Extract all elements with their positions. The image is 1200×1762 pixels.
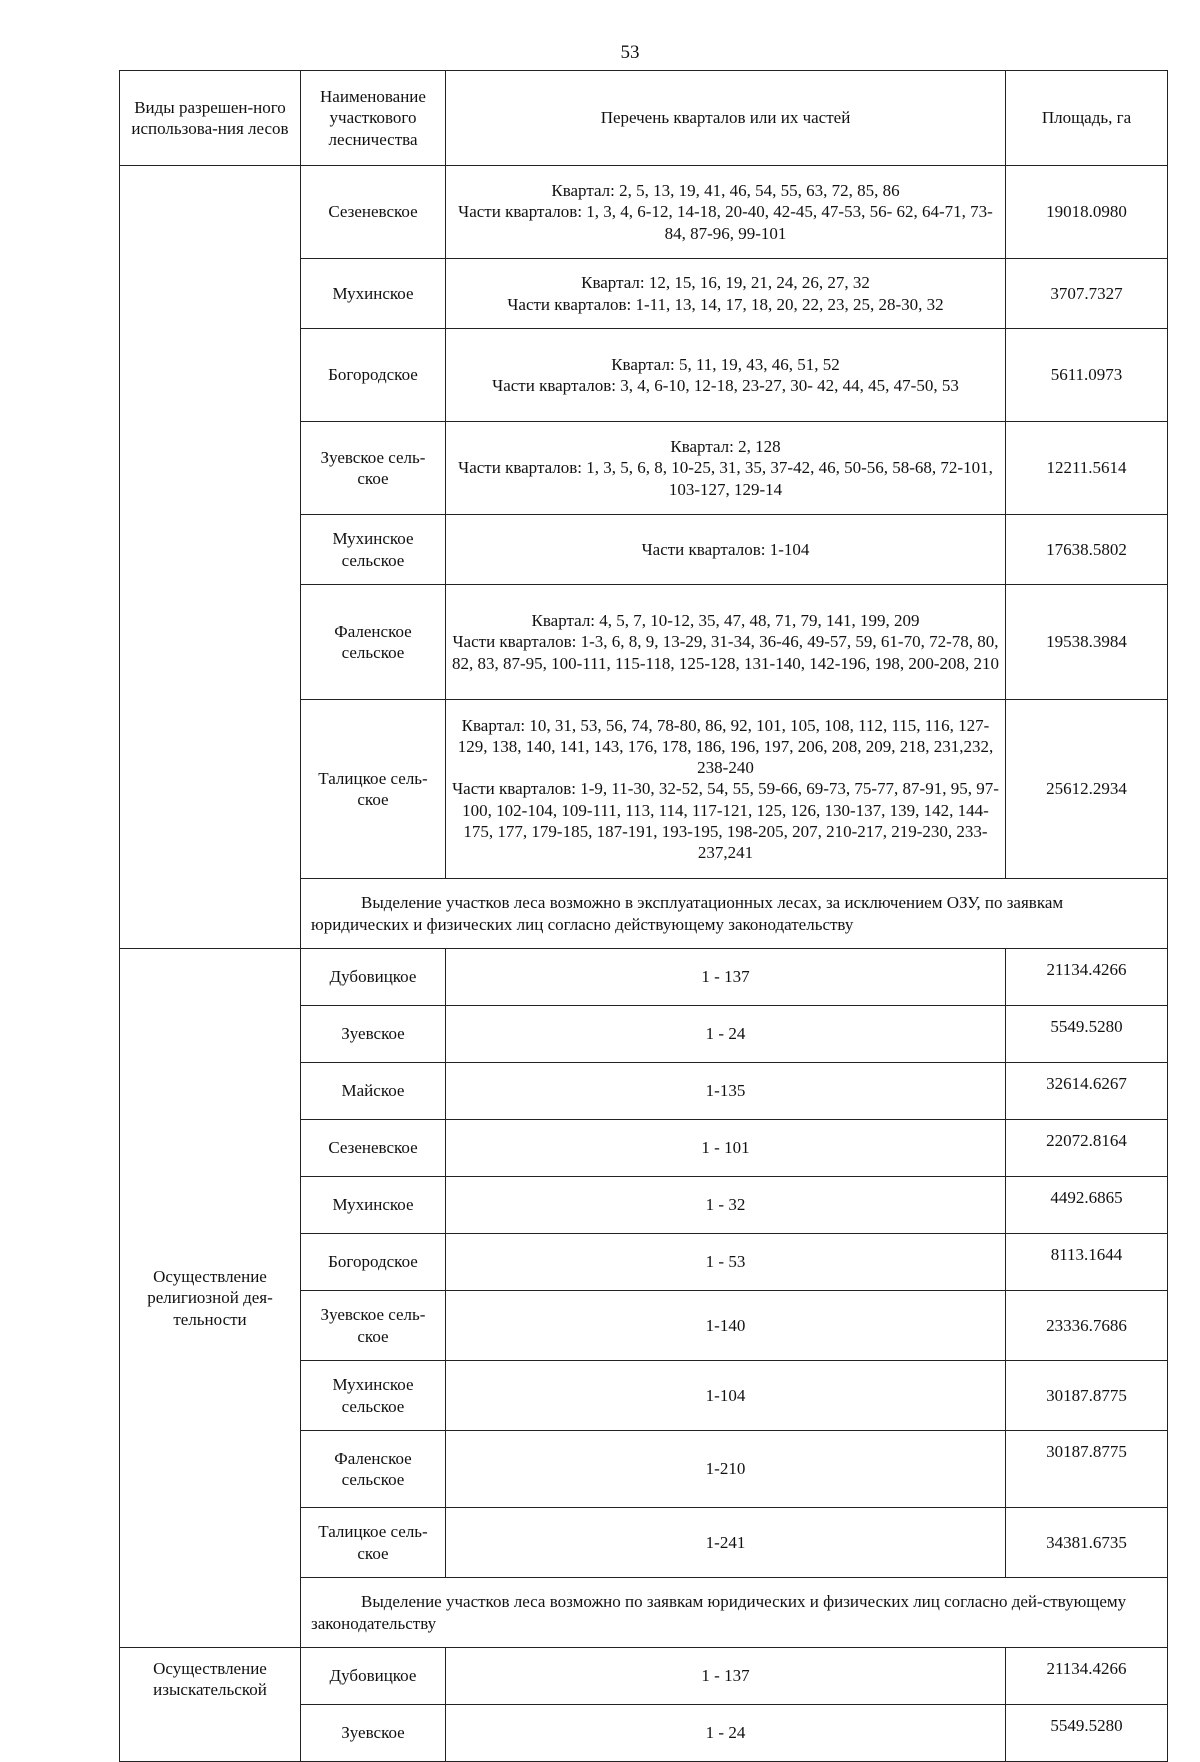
quarters-partial: Части кварталов: 1-104 <box>641 539 810 559</box>
quarters-full: Квартал: 12, 15, 16, 19, 21, 24, 26, 27, 32 <box>581 273 870 293</box>
area-value: 5549.5280 <box>1006 1006 1168 1063</box>
quarters-partial: Части кварталов: 1-11, 13, 14, 17, 18, 20, 22, 23, 25, 28-30, 32 <box>507 294 944 314</box>
area-value: 5611.0973 <box>1006 329 1168 422</box>
forestry-name: Мухинское <box>301 259 446 329</box>
quarters-cell <box>446 166 1006 259</box>
forestry-name: Сезеневское <box>301 1120 446 1177</box>
quarters-range: 1 - 24 <box>446 1006 1006 1063</box>
quarters-range: 1 - 137 <box>446 1648 1006 1705</box>
forestry-name: Зуевское сель-ское <box>301 1291 446 1361</box>
use-type-cell-blank <box>120 166 301 949</box>
quarters-partial: Части кварталов: 1-3, 6, 8, 9, 13-29, 31-34, 36-46, 49-57, 59, 61-70, 72-78, 80, 82, 83, 87-95, 100-111, 115-118, 125-128, 131-140, 142-196, 198, 200-208, 210 <box>451 632 1000 673</box>
quarters-partial: Части кварталов: 3, 4, 6-10, 12-18, 23-27, 30- 42, 44, 45, 47-50, 53 <box>492 376 959 395</box>
quarters-full: Квартал: 5, 11, 19, 43, 46, 51, 52 <box>611 354 840 374</box>
forestry-name: Зуевское <box>301 1705 446 1762</box>
area-value: 8113.1644 <box>1006 1234 1168 1291</box>
quarters-range: 1 - 53 <box>446 1234 1006 1291</box>
quarters-cell <box>446 585 1006 700</box>
page-number: 53 <box>620 42 640 63</box>
quarters-cell <box>446 259 1006 329</box>
quarters-full: Квартал: 2, 128 <box>670 437 781 457</box>
quarters-cell <box>446 329 1006 422</box>
quarters-range: 1-135 <box>446 1063 1006 1120</box>
quarters-full: Квартал: 4, 5, 7, 10-12, 35, 47, 48, 71, 79, 141, 199, 209 <box>531 611 920 631</box>
area-value: 25612.2934 <box>1006 700 1168 879</box>
section-note: Выделение участков леса возможно по заявкам юридических и физических лиц согласно дей-ствующему законодательству <box>301 1578 1168 1648</box>
area-value: 19538.3984 <box>1006 585 1168 700</box>
forestry-name: Фаленское сельское <box>301 585 446 700</box>
table-row <box>120 949 1168 1006</box>
use-type-religious: Осуществление религиозной дея-тельности <box>120 949 301 1648</box>
table-row <box>120 1648 1168 1705</box>
forestry-name: Мухинское сельское <box>301 515 446 585</box>
area-value: 34381.6735 <box>1006 1508 1168 1578</box>
forestry-name: Майское <box>301 1063 446 1120</box>
forestry-name: Дубовицкое <box>301 1648 446 1705</box>
forestry-name: Богородское <box>301 1234 446 1291</box>
forestry-name: Зуевское <box>301 1006 446 1063</box>
area-value: 22072.8164 <box>1006 1120 1168 1177</box>
table-row <box>120 166 1168 259</box>
header-quarters: Перечень кварталов или их частей <box>446 71 1006 166</box>
area-value: 21134.4266 <box>1006 949 1168 1006</box>
quarters-range: 1 - 101 <box>446 1120 1006 1177</box>
quarters-range: 1-210 <box>446 1431 1006 1508</box>
forestry-name: Талицкое сель-ское <box>301 1508 446 1578</box>
quarters-cell <box>446 700 1006 879</box>
header-use-type: Виды разрешен-ного использова-ния лесов <box>120 71 301 166</box>
forestry-name: Зуевское сель-ское <box>301 422 446 515</box>
quarters-partial: Части кварталов: 1, 3, 5, 6, 8, 10-25, 31, 35, 37-42, 46, 50-56, 58-68, 72-101, 103-127, 129-14 <box>458 458 993 499</box>
quarters-range: 1 - 137 <box>446 949 1006 1006</box>
area-value: 21134.4266 <box>1006 1648 1168 1705</box>
area-value: 17638.5802 <box>1006 515 1168 585</box>
area-value: 12211.5614 <box>1006 422 1168 515</box>
area-value: 32614.6267 <box>1006 1063 1168 1120</box>
header-area: Площадь, га <box>1006 71 1168 166</box>
quarters-cell <box>446 422 1006 515</box>
forestry-name: Мухинское сельское <box>301 1361 446 1431</box>
header-forestry-name: Наименование участкового лесничества <box>301 71 446 166</box>
quarters-range: 1-241 <box>446 1508 1006 1578</box>
quarters-partial: Части кварталов: 1, 3, 4, 6-12, 14-18, 20-40, 42-45, 47-53, 56- 62, 64-71, 73-84, 87-96, 99-101 <box>458 202 993 243</box>
forestry-name: Мухинское <box>301 1177 446 1234</box>
area-value: 30187.8775 <box>1006 1431 1168 1508</box>
area-value: 5549.5280 <box>1006 1705 1168 1762</box>
table-header-row <box>120 71 1168 166</box>
forestry-name: Дубовицкое <box>301 949 446 1006</box>
quarters-range: 1-104 <box>446 1361 1006 1431</box>
forestry-name: Сезеневское <box>301 166 446 259</box>
forestry-name: Богородское <box>301 329 446 422</box>
quarters-full: Квартал: 10, 31, 53, 56, 74, 78-80, 86, 92, 101, 105, 108, 112, 115, 116, 127-129, 138, 140, 141, 143, 176, 178, 186, 196, 197, 206, 208, 209, 218, 231,232, 238-240 <box>457 715 994 778</box>
area-value: 3707.7327 <box>1006 259 1168 329</box>
area-value: 19018.0980 <box>1006 166 1168 259</box>
area-value: 4492.6865 <box>1006 1177 1168 1234</box>
forest-use-table <box>119 70 1168 1762</box>
use-type-survey: Осуществление изыскательской <box>120 1648 301 1762</box>
quarters-cell <box>446 515 1006 585</box>
quarters-range: 1-140 <box>446 1291 1006 1361</box>
forestry-name: Фаленское сельское <box>301 1431 446 1508</box>
quarters-range: 1 - 32 <box>446 1177 1006 1234</box>
quarters-partial: Части кварталов: 1-9, 11-30, 32-52, 54, 55, 59-66, 69-73, 75-77, 87-91, 95, 97-100, 102-104, 109-111, 113, 114, 117-121, 125, 126, 130-137, 139, 142, 144-175, 177, 179-185, 187-191, 193-195, 198-205, 207, 210-217, 219-230, 233-237,241 <box>452 779 999 863</box>
forestry-name: Талицкое сель-ское <box>301 700 446 879</box>
section-note: Выделение участков леса возможно в эксплуатационных лесах, за исключением ОЗУ, по заявкам юридических и физических лиц согласно действующему законодательству <box>301 879 1168 949</box>
quarters-range: 1 - 24 <box>446 1705 1006 1762</box>
area-value: 30187.8775 <box>1006 1361 1168 1431</box>
area-value: 23336.7686 <box>1006 1291 1168 1361</box>
quarters-full: Квартал: 2, 5, 13, 19, 41, 46, 54, 55, 63, 72, 85, 86 <box>551 181 900 201</box>
